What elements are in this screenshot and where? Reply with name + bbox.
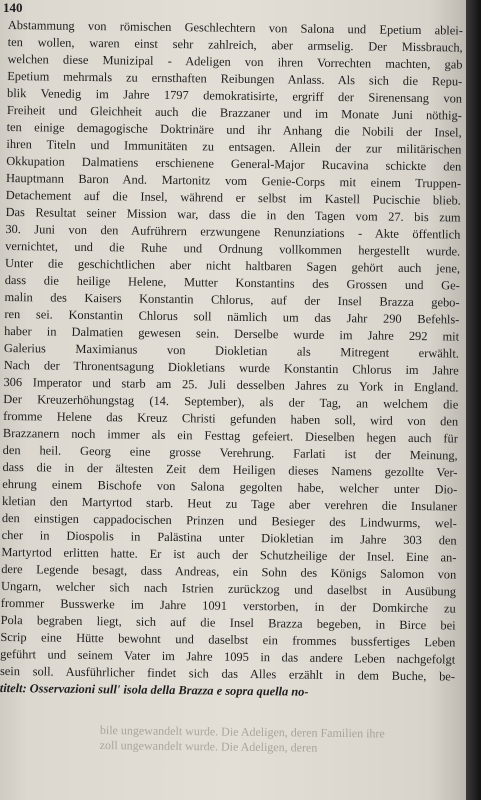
- text-line: sein soll. Ausführlicher findet sich das Alles erzählt in dem Buche, be-: [0, 663, 456, 684]
- text-line-last: titelt: Osservazioni sull' isola della Brazza e sopra quella no-: [0, 680, 309, 699]
- page-edge-shadow: [466, 0, 481, 800]
- text-line: Unter die geschichtlichen aber nicht haltbaren Sagen gehört auch jene,: [4, 255, 461, 276]
- text-line: 30. Juni von den Aufrührern erzwungene Renunziations - Akte öffentlich: [5, 221, 461, 242]
- text-line: cher in Diospolis in Palästina unter Diokletian im Jahre 303 den: [1, 527, 457, 548]
- text-line: ren sei. Konstantin Chlorus soll nämlich um das Jahr 290 Befehls-: [4, 306, 460, 327]
- text-line: ten einige demagogische Doktrinäre und ihr Anhang die Nobili der Insel,: [6, 119, 462, 140]
- text-line: Hauptmann Baron And. Martonitz vom Genie-Corps mit einem Truppen-: [5, 170, 462, 191]
- show-through-text: [100, 723, 385, 756]
- text-line: Freiheit und Gleichheit auch die Brazzaner und im Monate Juni nöthig-: [6, 102, 462, 123]
- text-line: dere Legende besagt, dass Andreas, ein Sohn des Königs Salomon von: [1, 561, 457, 582]
- text-line: malin des Kaisers Konstantin Chlorus, auf der Insel Brazza gebo-: [4, 289, 460, 310]
- text-line: fromme Helene das Kreuz Christi gefunden haben soll, wird von den: [3, 408, 459, 429]
- text-line: Abstammung von römischen Geschlechtern von Salona und Epetium ablei-: [7, 17, 463, 38]
- show-through-line: zoll ungewandelt wurde. Die Adeligen, deren: [99, 737, 318, 755]
- text-line: Ungarn, welcher sich nach Istrien zurückzog und daselbst in Ausübung: [0, 578, 457, 599]
- text-line: haber in Dalmatien gewesen sein. Derselbe wurde im Jahre 292 mit: [4, 323, 460, 344]
- text-line: dass die heilige Helene, Mutter Konstantins des Grossen und Ge-: [4, 272, 460, 293]
- text-line: welchen diese Munizipal - Adeligen von ihren Vorrechten machten, gab: [7, 51, 463, 72]
- body-text: [0, 17, 463, 703]
- text-line: ihren Titeln und Immunitäten zu entsagen. Allein der zur militärischen: [6, 136, 462, 157]
- page-number: 140: [3, 0, 23, 15]
- text-line: ehrung einem Bischofe von Salona gegolten habe, welcher unter Dio-: [2, 476, 458, 497]
- text-line: Das Resultat seiner Mission war, dass die in den Tagen vom 27. bis zum: [5, 204, 461, 225]
- text-line: dass die in der ältesten Zeit dem Heiligen dieses Namens gezollte Ver-: [2, 459, 458, 480]
- text-line: Scrip eine Hütte bewohnt und daselbst ein frommes bussfertiges Leben: [0, 629, 456, 650]
- text-line: Pola begraben liegt, sich auf die Insel Brazza begeben, in Birce bei: [0, 612, 456, 633]
- text-line: blik Venedig im Jahre 1797 demokratisirte, ergriff der Sirenensang von: [6, 85, 463, 106]
- text-line: kletian den Martyrtod starb. Heut zu Tage aber verehren die Insulaner: [2, 493, 458, 514]
- text-line: den heil. Georg eine grosse Verehrung. Farlati ist der Meinung,: [2, 442, 458, 463]
- text-line: Detachement auf die Insel, während er selbst im Kastell Pucischie blieb.: [5, 187, 461, 208]
- text-line: Nach der Thronentsagung Diokletians wurde Konstantin Chlorus im Jahre: [3, 357, 459, 378]
- text-line: Der Kreuzerhöhungstag (14. September), als der Tag, an welchem die: [3, 391, 459, 412]
- text-line: Galerius Maximianus von Diokletian als Mitregent erwählt.: [3, 340, 460, 361]
- text-line: ten wollen, waren einst sehr zahlreich, aber armselig. Der Missbrauch,: [7, 34, 463, 55]
- text-line: vernichtet, und die Ruhe und Ordnung vollkommen hergestellt wurde.: [5, 238, 461, 259]
- text-line: 306 Imperator und starb am 25. Juli desselben Jahres zu York in England.: [3, 374, 459, 395]
- text-line: den einstigen cappadocischen Prinzen und Besieger des Lindwurms, wel-: [1, 510, 457, 531]
- text-line: Epetium mehrmals zu ernsthaften Reibungen Anlass. Als sich die Repu-: [7, 68, 463, 89]
- text-line: geführt und seinem Vater im Jahre 1095 in das andere Leben nachgefolgt: [0, 646, 456, 667]
- show-through-line: bile ungewandelt wurde. Die Adeligen, deren Familien ihre: [99, 723, 385, 741]
- text-line: Brazzanern noch immer als ein Festtag gefeiert. Dieselben hegen auch für: [2, 425, 458, 446]
- text-line: Okkupation Dalmatiens erschienene General-Major Rucavina schickte den: [6, 153, 462, 174]
- text-line: Martyrtod erlitten hatte. Er ist auch der Schutzheilige der Insel. Eine an-: [1, 544, 457, 565]
- text-line: frommer Busswerke im Jahre 1091 verstorben, in der Domkirche zu: [0, 595, 456, 616]
